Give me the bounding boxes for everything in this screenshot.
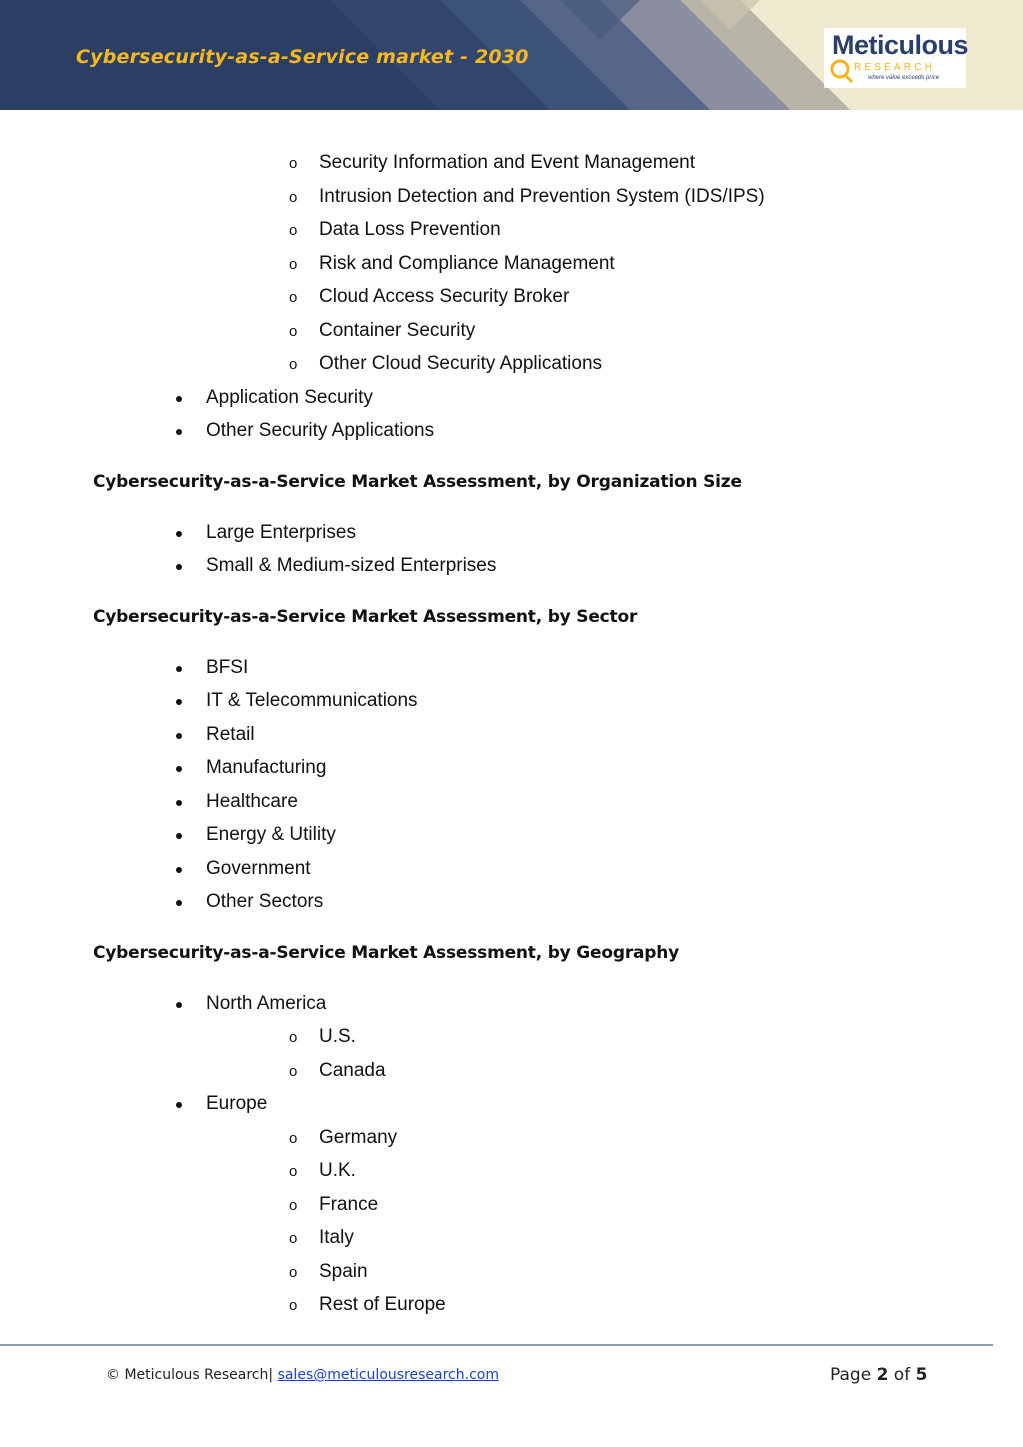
email-link[interactable]: sales@meticulousresearch.com — [277, 1367, 499, 1383]
sub-bullet-icon: o — [289, 1263, 298, 1281]
bullet-icon — [176, 800, 182, 806]
sub-bullet-icon: o — [289, 322, 298, 340]
list-item: Container Security — [319, 319, 476, 341]
section-heading: Cybersecurity-as-a-Service Market Assessment, by Geography — [93, 942, 680, 963]
list-item: Security Information and Event Management — [319, 152, 695, 173]
bullet-icon — [176, 1002, 182, 1008]
footer-copyright — [106, 1367, 499, 1383]
sub-bullet-icon: o — [289, 1029, 298, 1046]
page-total: 5 — [915, 1365, 928, 1385]
sub-bullet-icon: o — [289, 1062, 298, 1080]
list-item: U.K. — [319, 1160, 356, 1181]
list-item: Retail — [206, 723, 255, 745]
list-item: Cloud Access Security Broker — [319, 286, 570, 307]
sub-bullet-icon: o — [289, 356, 298, 373]
page-number — [830, 1365, 927, 1385]
sub-bullet-icon: o — [289, 1163, 298, 1180]
bullet-icon — [176, 833, 182, 839]
bullet-icon — [176, 733, 182, 739]
bullet-icon — [176, 429, 182, 435]
list-item: France — [319, 1193, 379, 1215]
meticulous-research-logo — [824, 28, 969, 88]
list-item: Risk and Compliance Management — [319, 252, 615, 274]
list-item: Healthcare — [206, 790, 298, 812]
list-item: U.S. — [319, 1026, 356, 1047]
list-item: BFSI — [206, 656, 249, 678]
page-prefix: Page — [830, 1365, 877, 1385]
page-current: 2 — [876, 1365, 889, 1385]
list-item: Energy & Utility — [206, 824, 336, 845]
list-item: Manufacturing — [206, 757, 327, 778]
page-of: of — [888, 1365, 916, 1385]
list-item: Government — [206, 857, 311, 879]
list-item: Intrusion Detection and Prevention System (IDS/IPS) — [319, 185, 765, 207]
list-item: Large Enterprises — [206, 521, 356, 543]
sub-bullet-icon: o — [289, 289, 298, 306]
list-item: North America — [206, 992, 327, 1014]
bullet-icon — [176, 531, 182, 537]
section-heading: Cybersecurity-as-a-Service Market Assessment, by Organization Size — [93, 471, 742, 492]
list-item: Spain — [319, 1260, 368, 1282]
bullet-icon — [176, 766, 182, 772]
sub-bullet-icon: o — [289, 188, 298, 206]
list-item: Application Security — [206, 386, 373, 408]
list-item: Europe — [206, 1093, 268, 1114]
logo-tagline: where value exceeds price — [868, 75, 940, 81]
list-item: Data Loss Prevention — [319, 219, 501, 240]
sub-bullet-icon: o — [289, 222, 298, 239]
logo-wordmark: Meticulous — [832, 30, 969, 60]
sub-bullet-icon: o — [289, 255, 298, 273]
list-item: Small & Medium-sized Enterprises — [206, 555, 497, 576]
bullet-icon — [176, 1102, 182, 1108]
logo-subtitle: RESEARCH — [854, 62, 936, 73]
footer-divider — [0, 1344, 993, 1346]
section-heading: Cybersecurity-as-a-Service Market Assessment, by Sector — [93, 606, 638, 627]
list-item: IT & Telecommunications — [206, 690, 418, 711]
sub-bullet-icon: o — [289, 1129, 298, 1147]
list-item: Italy — [319, 1227, 354, 1248]
bullet-icon — [176, 699, 182, 705]
bullet-icon — [176, 867, 182, 873]
bullet-icon — [176, 900, 182, 906]
list-item: Other Security Applications — [206, 420, 435, 441]
bullet-icon — [176, 396, 182, 402]
sub-bullet-icon: o — [289, 1297, 298, 1314]
magnifier-icon — [828, 58, 854, 84]
list-item: Rest of Europe — [319, 1294, 446, 1315]
bullet-icon — [176, 666, 182, 672]
page-header — [0, 0, 1023, 110]
list-item: Other Cloud Security Applications — [319, 353, 603, 374]
copyright-text: © Meticulous Research| — [106, 1367, 278, 1383]
sub-bullet-icon: o — [289, 1230, 298, 1247]
list-item: Canada — [319, 1059, 386, 1081]
sub-bullet-icon: o — [289, 1196, 298, 1214]
list-item: Other Sectors — [206, 891, 324, 912]
bullet-icon — [176, 564, 182, 570]
document-title: Cybersecurity-as-a-Service market - 2030 — [76, 46, 529, 68]
sub-bullet-icon: o — [289, 155, 298, 172]
list-item: Germany — [319, 1126, 398, 1148]
